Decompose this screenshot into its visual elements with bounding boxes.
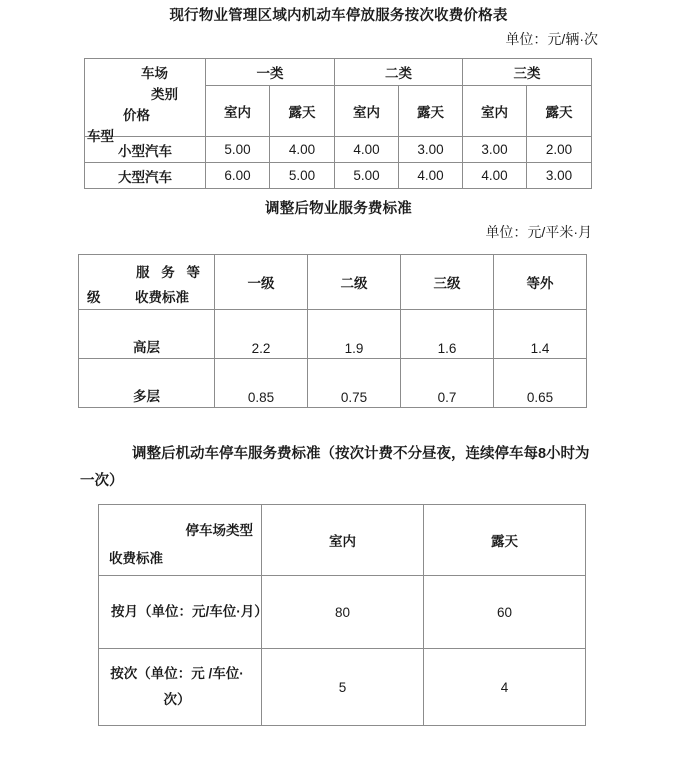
property-service-fee-table bbox=[78, 254, 587, 408]
table-cell: 5 bbox=[262, 649, 424, 726]
section2-title: 调整后物业服务费标准 bbox=[265, 201, 412, 217]
table2-corner-cell bbox=[79, 255, 215, 310]
section1-unit-note: 单位：元/辆·次 bbox=[505, 31, 598, 47]
table-row bbox=[79, 310, 587, 359]
column-header: 露天 bbox=[424, 505, 586, 576]
column-header: 三级 bbox=[401, 255, 494, 310]
row-label: 按月（单位：元/车位·月） bbox=[99, 576, 262, 649]
corner-label-line3: 价格 bbox=[123, 108, 150, 123]
table-header-row bbox=[99, 505, 586, 576]
table-cell: 6.00 bbox=[206, 163, 270, 189]
table-cell: 1.9 bbox=[308, 310, 401, 359]
parking-fee-current-table bbox=[84, 58, 592, 189]
table-cell: 0.85 bbox=[215, 359, 308, 408]
corner-label-line2: 类别 bbox=[151, 87, 178, 102]
parking-fee-adjusted-table-wrapper bbox=[98, 504, 586, 726]
table-cell: 4 bbox=[424, 649, 586, 726]
column-group-header: 一类 bbox=[206, 59, 335, 86]
column-group-header: 三类 bbox=[463, 59, 592, 86]
column-header: 室内 bbox=[262, 505, 424, 576]
row-label: 高层 bbox=[79, 310, 215, 359]
corner-label-line2: 收费标准 bbox=[109, 551, 163, 566]
table-cell: 4.00 bbox=[335, 137, 399, 163]
column-sub-header: 室内 bbox=[335, 86, 399, 137]
table-row bbox=[85, 137, 592, 163]
corner-label-line2a: 级 bbox=[87, 290, 101, 305]
column-group-header: 二类 bbox=[335, 59, 463, 86]
parking-fee-current-table-wrapper bbox=[84, 58, 592, 189]
table-cell: 3.00 bbox=[527, 163, 592, 189]
table-cell: 3.00 bbox=[463, 137, 527, 163]
corner-label-line2b: 收费标准 bbox=[135, 290, 189, 305]
table-cell: 0.7 bbox=[401, 359, 494, 408]
table-cell: 5.00 bbox=[335, 163, 399, 189]
table-cell: 2.00 bbox=[527, 137, 592, 163]
table-cell: 4.00 bbox=[463, 163, 527, 189]
section1-title: 现行物业管理区域内机动车停放服务按次收费价格表 bbox=[169, 8, 508, 24]
table-cell: 60 bbox=[424, 576, 586, 649]
table-cell: 5.00 bbox=[270, 163, 335, 189]
column-sub-header: 露天 bbox=[270, 86, 335, 137]
table-cell: 4.00 bbox=[399, 163, 463, 189]
table-row bbox=[85, 163, 592, 189]
row-label: 多层 bbox=[79, 359, 215, 408]
column-sub-header: 露天 bbox=[527, 86, 592, 137]
table-cell: 0.75 bbox=[308, 359, 401, 408]
column-header: 一级 bbox=[215, 255, 308, 310]
corner-label-line1: 车场 bbox=[141, 66, 168, 81]
column-sub-header: 露天 bbox=[399, 86, 463, 137]
column-sub-header: 室内 bbox=[206, 86, 270, 137]
row-label-line2: 次） bbox=[163, 692, 191, 707]
corner-label-line1: 服 务 等 bbox=[135, 265, 204, 280]
row-label-line1: 按次（单位：元 /车位· bbox=[110, 666, 244, 682]
corner-label-line1: 停车场类型 bbox=[185, 523, 253, 538]
table-cell: 1.4 bbox=[494, 310, 587, 359]
table-cell: 0.65 bbox=[494, 359, 587, 408]
parking-fee-adjusted-table bbox=[98, 504, 586, 726]
section3-title: 调整后机动车停车服务费标准（按次计费不分昼夜，连续停车每8小时为一次） bbox=[80, 446, 590, 489]
column-sub-header: 室内 bbox=[463, 86, 527, 137]
column-header: 二级 bbox=[308, 255, 401, 310]
property-service-fee-table-wrapper bbox=[78, 254, 587, 408]
table3-corner-cell bbox=[99, 505, 262, 576]
row-label: 大型汽车 bbox=[85, 163, 206, 189]
table-header-row-groups bbox=[85, 59, 592, 86]
table-cell: 5.00 bbox=[206, 137, 270, 163]
row-label bbox=[99, 649, 262, 726]
table-row bbox=[79, 359, 587, 408]
table-cell: 80 bbox=[262, 576, 424, 649]
table-row bbox=[99, 576, 586, 649]
section2-unit-note: 单位：元/平米·月 bbox=[485, 224, 592, 240]
table1-corner-cell bbox=[85, 59, 206, 144]
corner-label-line4: 车型 bbox=[87, 129, 114, 144]
table-row bbox=[99, 649, 586, 726]
table-cell: 3.00 bbox=[399, 137, 463, 163]
table-cell: 2.2 bbox=[215, 310, 308, 359]
row-label: 小型汽车 bbox=[85, 137, 206, 163]
table-cell: 4.00 bbox=[270, 137, 335, 163]
column-header: 等外 bbox=[494, 255, 587, 310]
table-cell: 1.6 bbox=[401, 310, 494, 359]
table-header-row bbox=[79, 255, 587, 310]
